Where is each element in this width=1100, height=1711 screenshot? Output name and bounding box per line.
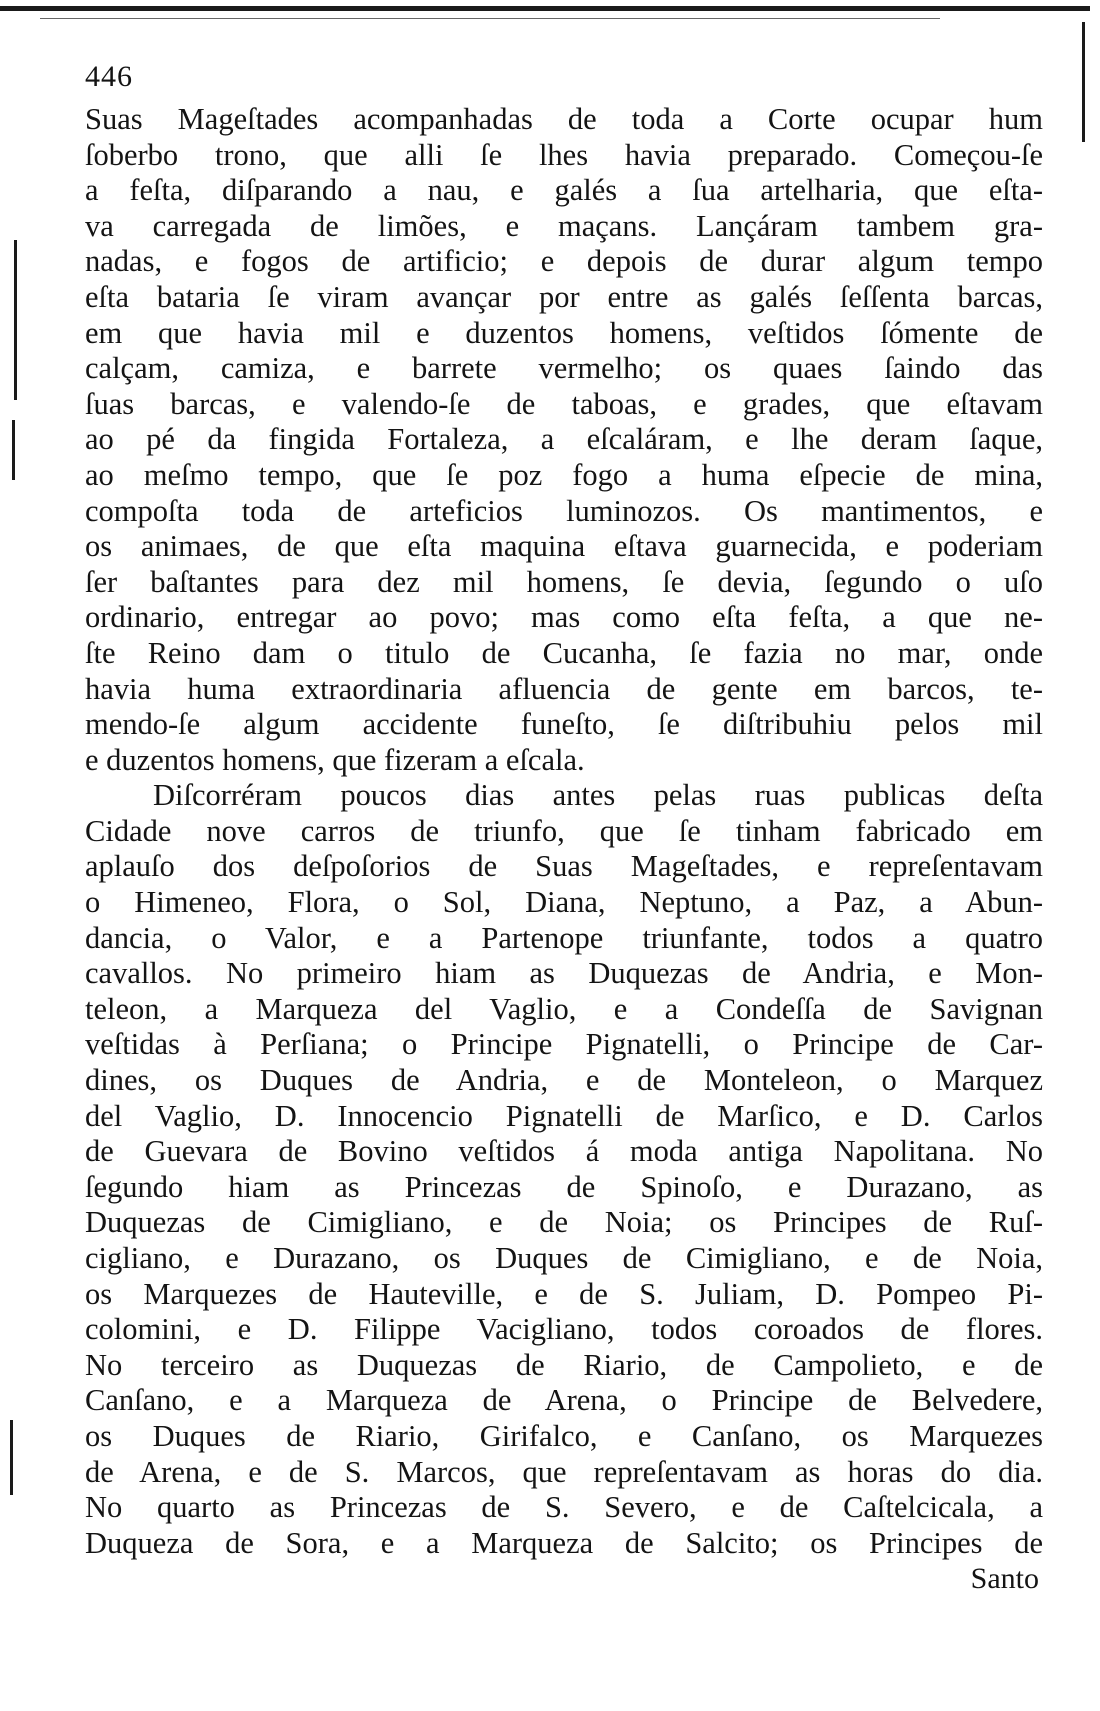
text-line: ſoberbo trono, que alli ſe lhes havia preparado. Começou-ſe bbox=[85, 137, 1043, 172]
text-line: os animaes, de que eſta maquina eſtava guarnecida, e poderiam bbox=[85, 529, 1043, 564]
text-line: cigliano, e Durazano, os Duques de Cimigliano, e de Noia, bbox=[85, 1241, 1043, 1275]
left-margin-mark bbox=[12, 420, 15, 480]
text-line: dancia, o Valor, e a Partenope triunfante, todos a quatro bbox=[85, 920, 1043, 955]
text-line: eſta bataria ſe viram avançar por entre as galés ſeſſenta barcas, bbox=[85, 279, 1043, 314]
text-line: ſte Reino dam o titulo de Cucanha, ſe fazia no mar, onde bbox=[85, 635, 1043, 670]
text-line: aplauſo dos deſpoſorios de Suas Mageſtades, e repreſentavam bbox=[85, 849, 1043, 884]
text-line: os Duques de Riario, Girifalco, e Canſano, os Marquezes bbox=[85, 1418, 1043, 1453]
text-line: dines, os Duques de Andria, e de Monteleon, o Marquez bbox=[85, 1063, 1043, 1098]
text-line: Suas Mageſtades acompanhadas de toda a Corte ocupar hum bbox=[85, 102, 1043, 136]
text-line: em que havia mil e duzentos homens, veſtidos ſómente de bbox=[85, 315, 1043, 350]
text-line: a feſta, diſparando a nau, e galés a ſua artelharia, que eſta- bbox=[85, 173, 1043, 208]
text-line: No terceiro as Duquezas de Riario, de Campolieto, e de bbox=[85, 1347, 1043, 1382]
top-border-rule bbox=[0, 6, 1090, 11]
right-margin-mark bbox=[1082, 22, 1085, 142]
text-line: de Arena, e de S. Marcos, que repreſentavam as horas do dia. bbox=[85, 1454, 1043, 1489]
text-line: ao pé da fingida Fortaleza, a eſcaláram, e lhe deram ſaque, bbox=[85, 422, 1043, 457]
text-line: No quarto as Princezas de S. Severo, e de Caſtelcicala, a bbox=[85, 1490, 1043, 1525]
page-number: 446 bbox=[85, 60, 133, 93]
text-line: nadas, e fogos de artificio; e depois de durar algum tempo bbox=[85, 244, 1043, 279]
text-line: del Vaglio, D. Innocencio Pignatelli de Marſico, e D. Carlos bbox=[85, 1098, 1043, 1133]
text-line: o Himeneo, Flora, o Sol, Diana, Neptuno, a Paz, a Abun- bbox=[85, 885, 1043, 920]
book-page bbox=[85, 62, 1043, 1596]
text-line: ao meſmo tempo, que ſe poz fogo a huma eſpecie de mina, bbox=[85, 457, 1043, 492]
text-line: ſuas barcas, e valendo-ſe de taboas, e grades, que eſtavam bbox=[85, 386, 1043, 421]
text-line: os Marquezes de Hauteville, e de S. Juliam, D. Pompeo Pi- bbox=[85, 1276, 1043, 1311]
text-line: compoſta toda de arteficios luminozos. Os mantimentos, e bbox=[85, 493, 1043, 528]
text-line: mendo-ſe algum accidente funeſto, ſe diſtribuhiu pelos mil bbox=[85, 707, 1043, 742]
text-line: ſegundo hiam as Princezas de Spinoſo, e Durazano, as bbox=[85, 1169, 1043, 1204]
body-text bbox=[85, 102, 1043, 1561]
text-line: veſtidas à Perſiana; o Principe Pignatelli, o Principe de Car- bbox=[85, 1027, 1043, 1062]
text-line: Duqueza de Sora, e a Marqueza de Salcito; os Principes de bbox=[85, 1525, 1043, 1560]
text-line: teleon, a Marqueza del Vaglio, e a Condeſſa de Savignan bbox=[85, 991, 1043, 1026]
catchword: Santo bbox=[970, 1562, 1039, 1596]
text-line: Diſcorréram poucos dias antes pelas ruas publicas deſta bbox=[153, 778, 1043, 813]
text-line: Duquezas de Cimigliano, e de Noia; os Principes de Ruſ- bbox=[85, 1205, 1043, 1240]
text-line: Cidade nove carros de triunfo, que ſe tinham fabricado em bbox=[85, 813, 1043, 848]
text-line: va carregada de limões, e maçans. Lançáram tambem gra- bbox=[85, 208, 1043, 243]
left-margin-mark bbox=[10, 1420, 13, 1495]
text-line: calçam, camiza, e barrete vermelho; os quaes ſaindo das bbox=[85, 351, 1043, 386]
text-line: cavallos. No primeiro hiam as Duquezas de Andria, e Mon- bbox=[85, 956, 1043, 991]
top-thin-rule bbox=[40, 18, 940, 19]
text-line: e duzentos homens, que fizeram a eſcala. bbox=[85, 742, 585, 777]
text-line: colomini, e D. Filippe Vacigliano, todos coroados de flores. bbox=[85, 1312, 1043, 1347]
text-line: ordinario, entregar ao povo; mas como eſta feſta, a que ne- bbox=[85, 600, 1043, 635]
text-line: ſer baſtantes para dez mil homens, ſe devia, ſegundo o uſo bbox=[85, 564, 1043, 599]
text-line: havia huma extraordinaria afluencia de gente em barcos, te- bbox=[85, 671, 1043, 706]
text-line: de Guevara de Bovino veſtidos á moda antiga Napolitana. No bbox=[85, 1134, 1043, 1169]
left-margin-mark bbox=[14, 240, 17, 400]
text-line: Canſano, e a Marqueza de Arena, o Principe de Belvedere, bbox=[85, 1383, 1043, 1418]
